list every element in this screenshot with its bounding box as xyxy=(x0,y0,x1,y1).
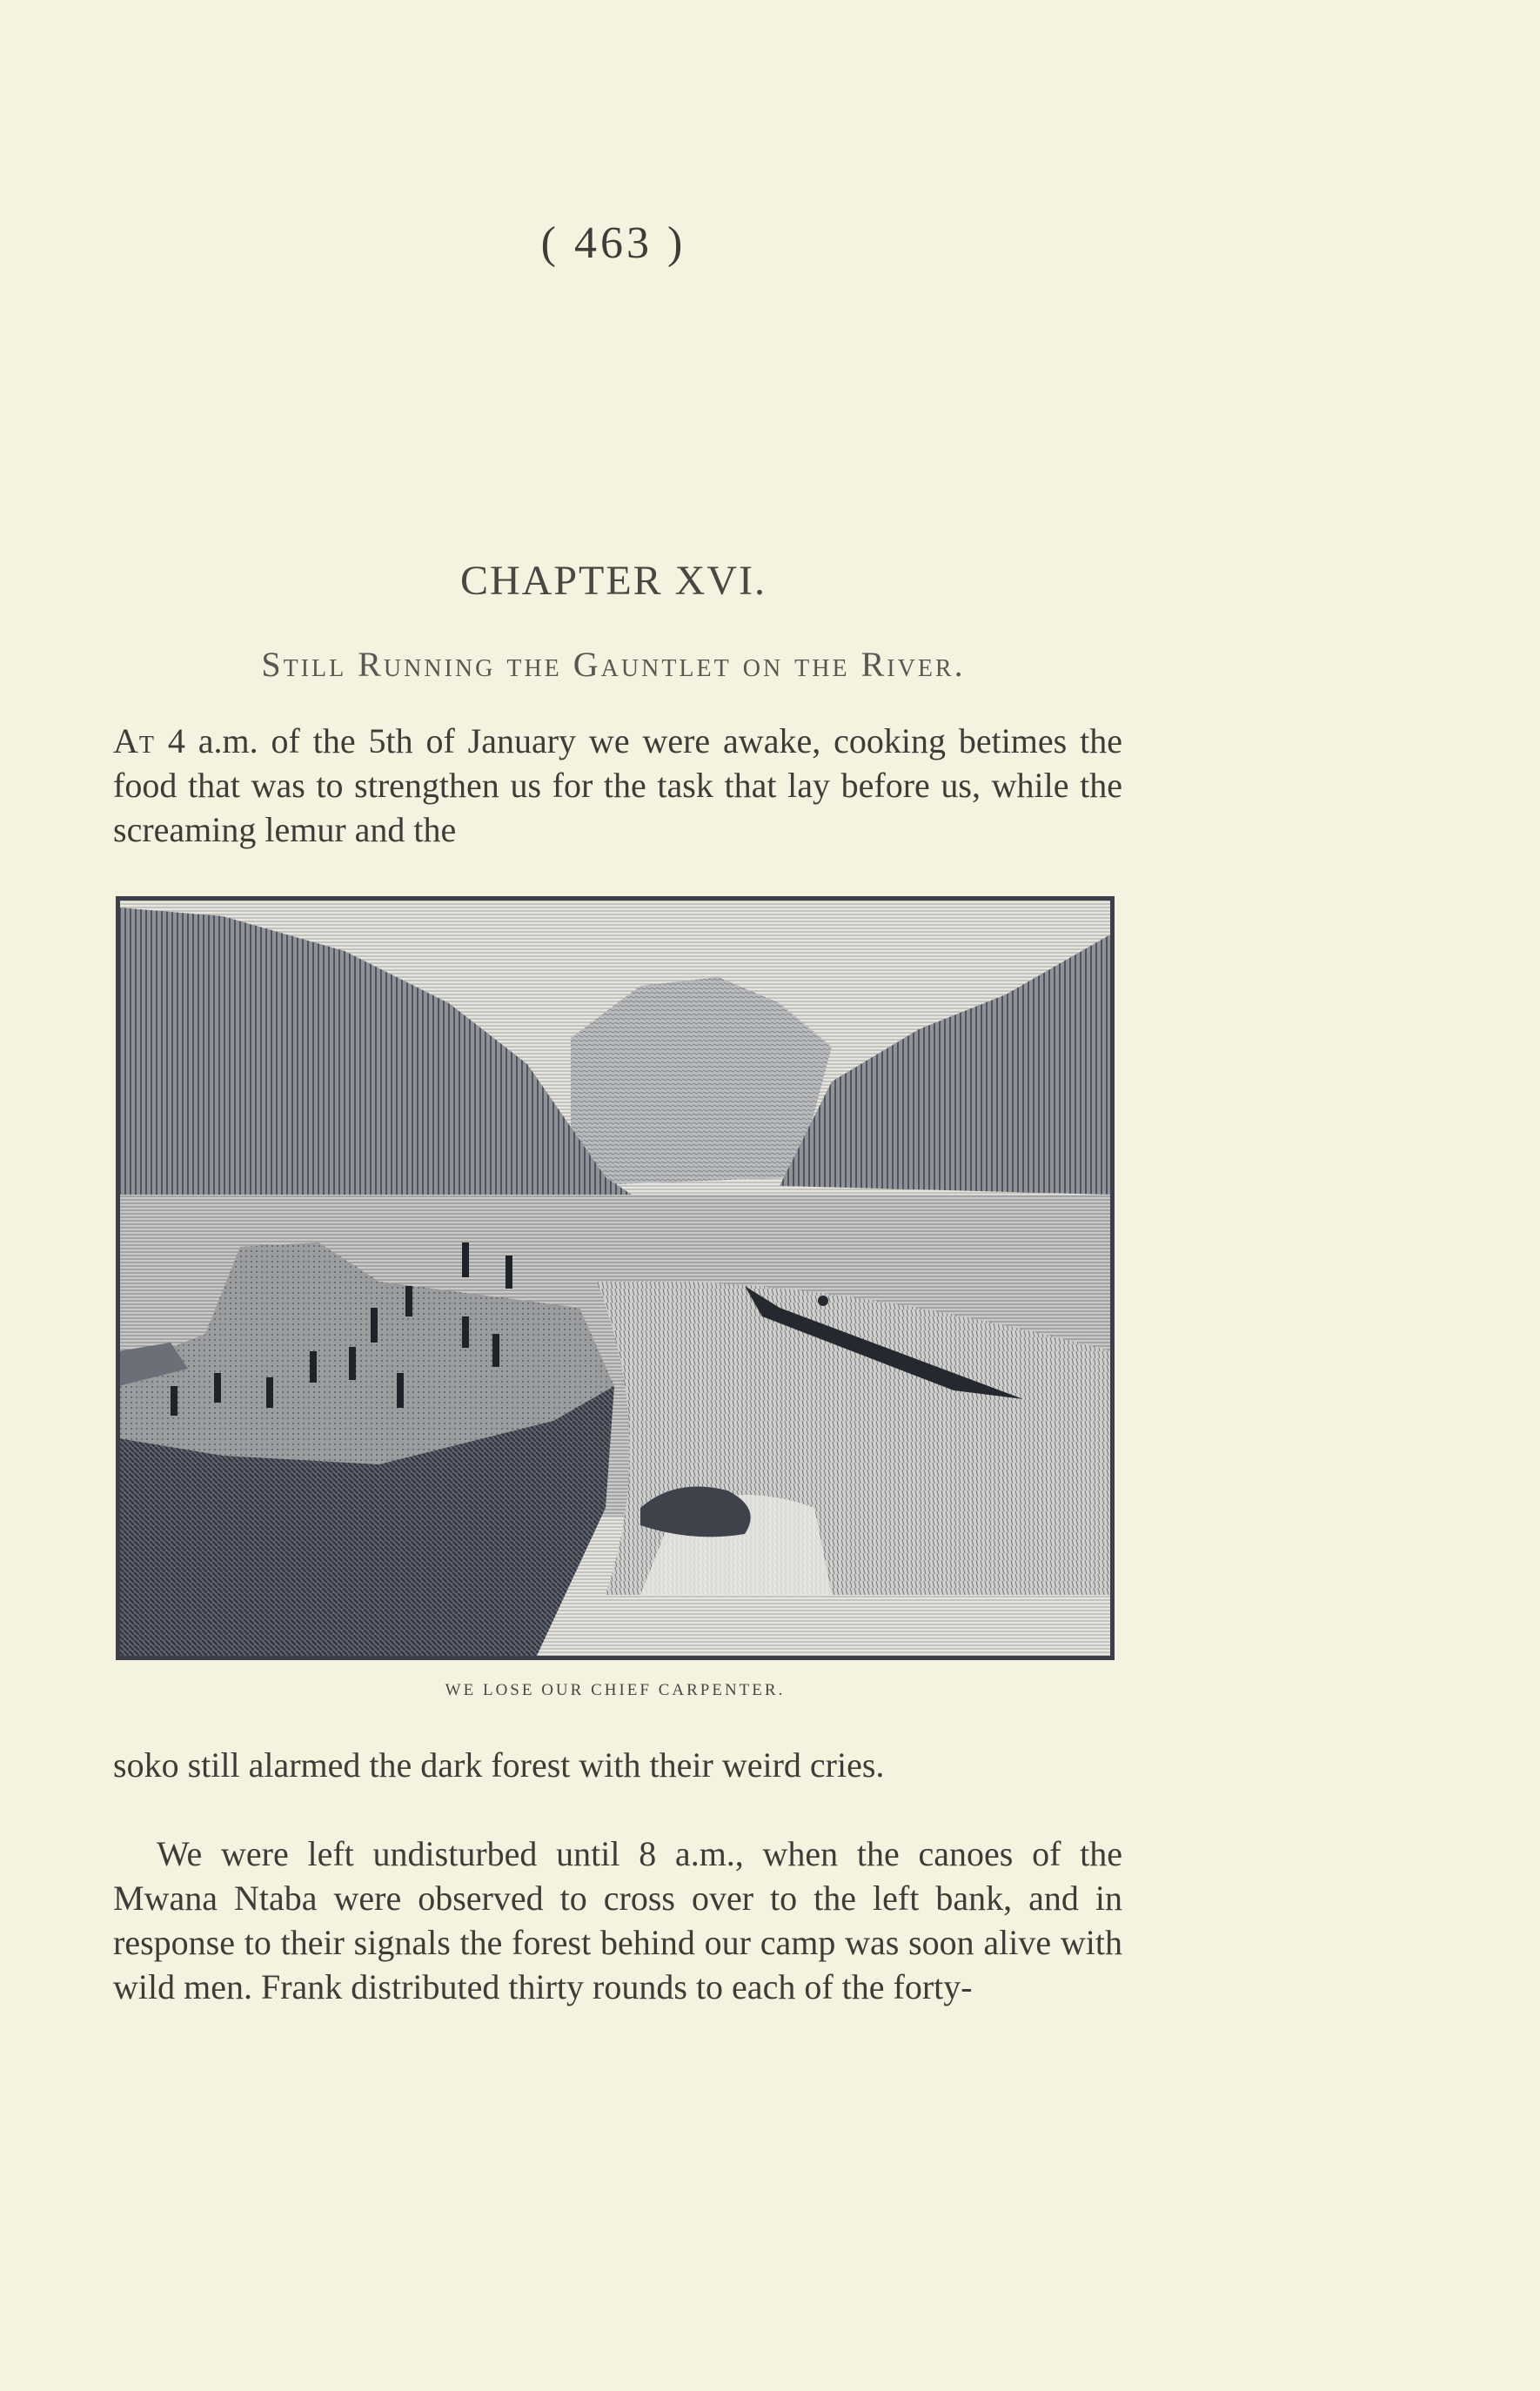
chapter-title: CHAPTER XVI. xyxy=(459,558,767,604)
chapter-subtitle: Still Running the Gauntlet on the River. xyxy=(261,645,966,684)
engraving-illustration xyxy=(116,896,1115,1660)
paragraph-1-text: 4 a.m. of the 5th of January we were awake, cooking betimes the food that was to strengthen us for the task that lay before us, while the screaming lemur and the xyxy=(113,721,1122,849)
paragraph-2: soko still alarmed the dark forest with their weird cries. xyxy=(113,1745,885,1785)
paragraph-3: We were left undisturbed until 8 a.m., when the canoes of the Mwana Ntaba were observed to cross over to the left bank, and in response to their signals the forest behind our camp was soon alive with wild men. Frank distributed thirty rounds to each of the forty- xyxy=(113,1834,1122,2006)
paragraph-1 xyxy=(113,719,1122,852)
page-number: ( 463 ) xyxy=(540,218,686,268)
paragraph-lead-word: At xyxy=(113,721,155,760)
figure-caption: WE LOSE OUR CHIEF CARPENTER. xyxy=(445,1681,786,1699)
